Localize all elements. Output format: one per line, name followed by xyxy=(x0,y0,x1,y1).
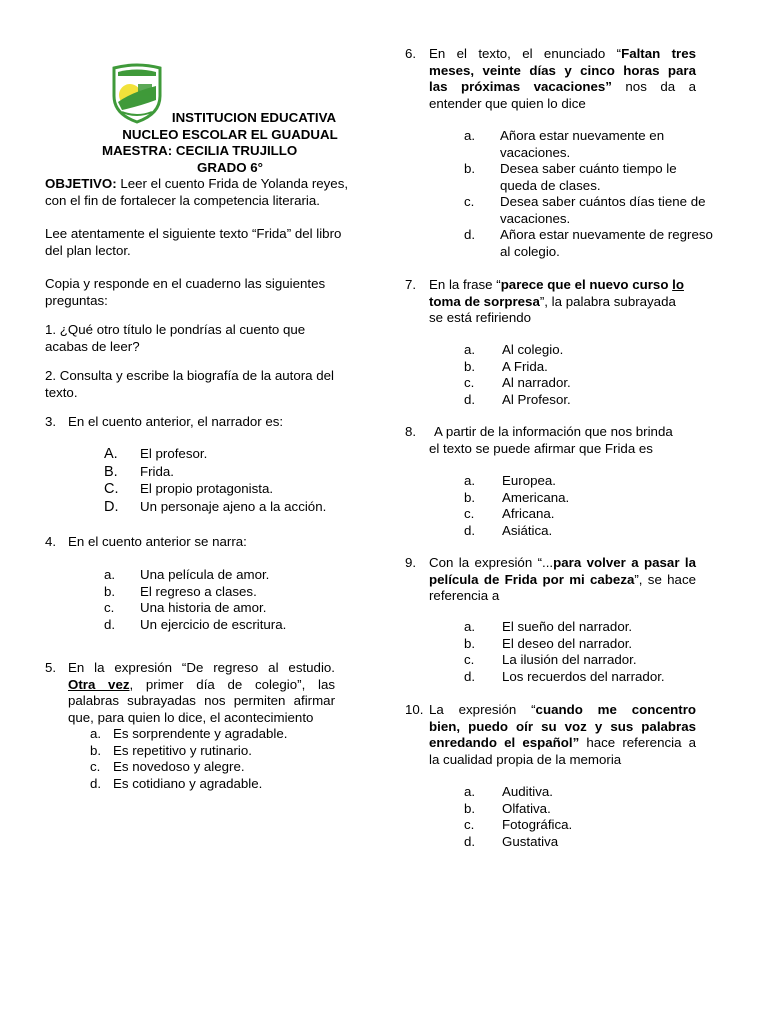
option-b: b. Olfativa. xyxy=(464,800,551,816)
option-d: d. Gustativa xyxy=(464,833,559,849)
question-3-options xyxy=(104,446,364,516)
school-header xyxy=(90,110,370,176)
question-text: referencia a xyxy=(429,588,500,603)
option-c: c. Fotográfica. xyxy=(464,817,573,832)
objective-text: Leer el cuento Frida de Yolanda reyes, xyxy=(116,176,349,191)
option-a: a. Europea. xyxy=(464,473,556,488)
option-b: b. A Frida. xyxy=(464,358,548,374)
option-c: c. La ilusión del narrador. xyxy=(464,652,637,667)
underlined-phrase: Otra vez xyxy=(68,676,130,692)
option-a: a. Al colegio. xyxy=(464,342,564,357)
option-a: a. El sueño del narrador. xyxy=(464,619,633,634)
question-number: 7. xyxy=(405,277,417,292)
option-b: b. Desea saber cuánto tiempo le queda de clases. xyxy=(464,161,677,193)
option-c: c. Una historia de amor. xyxy=(104,600,267,615)
question-7-options xyxy=(464,342,724,408)
question-4 xyxy=(45,534,365,551)
header-institution: INSTITUCION EDUCATIVA xyxy=(171,110,337,125)
option-a: a. Auditiva. xyxy=(464,784,553,799)
option-c: c. Desea saber cuántos días tiene de vacaciones. xyxy=(464,194,706,226)
question-text: La expresión “cuando me concentro xyxy=(429,702,696,717)
option-b: b. El regreso a clases. xyxy=(104,583,257,599)
option-b: b. El deseo del narrador. xyxy=(464,635,633,651)
question-text: que, para quien lo dice, el acontecimiento xyxy=(68,709,314,725)
question-number: 8. xyxy=(405,424,417,439)
question-number: 6. xyxy=(405,46,417,61)
instruction-paragraph-2 xyxy=(45,276,365,309)
question-text: En el cuento anterior, el narrador es: xyxy=(68,414,284,429)
question-text: En el cuento anterior se narra: xyxy=(68,534,247,549)
question-text: Otra vez, primer día de colegio”, las xyxy=(68,676,335,692)
question-text: palabras subrayadas nos permiten afirmar xyxy=(68,693,335,708)
instruction-line: Lee atentamente el siguiente texto “Frida” del libro xyxy=(45,226,342,241)
instruction-line: Copia y responde en el cuaderno las siguientes xyxy=(45,276,326,291)
question-text: A partir de la información que nos brinda xyxy=(434,424,673,439)
question-text: el texto se puede afirmar que Frida es xyxy=(429,440,653,456)
option-d: D. Un personaje ajeno a la acción. xyxy=(104,498,327,515)
option-d: d. Al Profesor. xyxy=(464,391,571,407)
question-2-line: texto. xyxy=(45,384,78,400)
question-10-options xyxy=(464,784,724,850)
objective-label: OBJETIVO: xyxy=(45,176,117,191)
instruction-line: preguntas: xyxy=(45,292,108,308)
option-c: C. El propio protagonista. xyxy=(104,481,274,497)
option-b: B. Frida. xyxy=(104,463,174,480)
option-a: a. Una película de amor. xyxy=(104,567,270,582)
question-number: 9. xyxy=(405,555,417,570)
question-1-line: acabas de leer? xyxy=(45,338,140,354)
option-c: c. Al narrador. xyxy=(464,375,571,390)
question-text: enredando el español” hace referencia a xyxy=(429,735,696,750)
question-6-options xyxy=(464,128,734,260)
option-c: c. Africana. xyxy=(464,506,555,521)
underlined-word: lo xyxy=(672,277,684,292)
objective-paragraph xyxy=(45,176,365,209)
question-text: la cualidad propia de la memoria xyxy=(429,751,622,767)
question-text: toma de sorpresa”, la palabra subrayada xyxy=(429,293,676,309)
question-text: entender que quien lo dice xyxy=(429,95,586,111)
option-d: d. Un ejercicio de escritura. xyxy=(104,616,287,632)
question-number: 4. xyxy=(45,534,57,549)
question-10 xyxy=(405,702,696,768)
option-d: d. Asiática. xyxy=(464,522,553,538)
question-9 xyxy=(405,555,696,605)
option-d: d. Añora estar nuevamente de regreso al colegio. xyxy=(464,227,713,259)
header-nucleo: NUCLEO ESCOLAR EL GUADUAL xyxy=(122,126,338,142)
question-text: las próximas vacaciones” nos da a xyxy=(429,79,696,94)
question-1-line: 1. ¿Qué otro título le pondrías al cuento que xyxy=(45,322,306,337)
option-d: d. Es cotidiano y agradable. xyxy=(90,775,263,791)
question-2-line: 2. Consulta y escribe la biografía de la autora del xyxy=(45,368,335,383)
header-grade: GRADO 6° xyxy=(197,159,263,175)
question-text: se está refiriendo xyxy=(429,310,531,325)
option-d: d. Los recuerdos del narrador. xyxy=(464,668,665,684)
instruction-paragraph-1 xyxy=(45,226,365,259)
option-c: c. Es novedoso y alegre. xyxy=(90,759,245,774)
question-5-options xyxy=(90,726,350,792)
option-a: A. El profesor. xyxy=(104,446,208,462)
option-a: a. Añora estar nuevamente en vacaciones. xyxy=(464,128,665,160)
question-number: 5. xyxy=(45,660,57,675)
question-5 xyxy=(45,660,335,726)
question-text: En la expresión “De regreso al estudio. xyxy=(68,660,335,675)
header-teacher: MAESTRA: CECILIA TRUJILLO xyxy=(102,143,298,158)
question-text: meses, veinte días y cinco horas para xyxy=(429,62,696,78)
question-2 xyxy=(45,368,365,401)
option-b: b. Es repetitivo y rutinario. xyxy=(90,742,252,758)
option-b: b. Americana. xyxy=(464,489,570,505)
question-number: 10. xyxy=(405,702,424,717)
question-3 xyxy=(45,414,365,431)
question-text: Con la expresión “...para volver a pasar la xyxy=(429,555,696,570)
question-number: 3. xyxy=(45,414,57,429)
question-8 xyxy=(405,424,696,457)
instruction-line: del plan lector. xyxy=(45,242,131,258)
question-text: bien, puedo oír su voz y sus palabras xyxy=(429,718,696,734)
question-9-options xyxy=(464,619,724,685)
question-8-options xyxy=(464,473,724,539)
option-a: a. Es sorprendente y agradable. xyxy=(90,726,288,741)
objective-text-2: con el fin de fortalecer la competencia literaria. xyxy=(45,192,320,208)
question-text: En la frase “parece que el nuevo curso lo xyxy=(429,277,684,292)
question-text: película de Frida por mi cabeza”, se hace xyxy=(429,571,696,587)
question-6 xyxy=(405,46,696,112)
question-7 xyxy=(405,277,696,327)
question-1 xyxy=(45,322,365,355)
question-text: En el texto, el enunciado “Faltan tres xyxy=(429,46,696,61)
question-4-options xyxy=(104,567,364,633)
